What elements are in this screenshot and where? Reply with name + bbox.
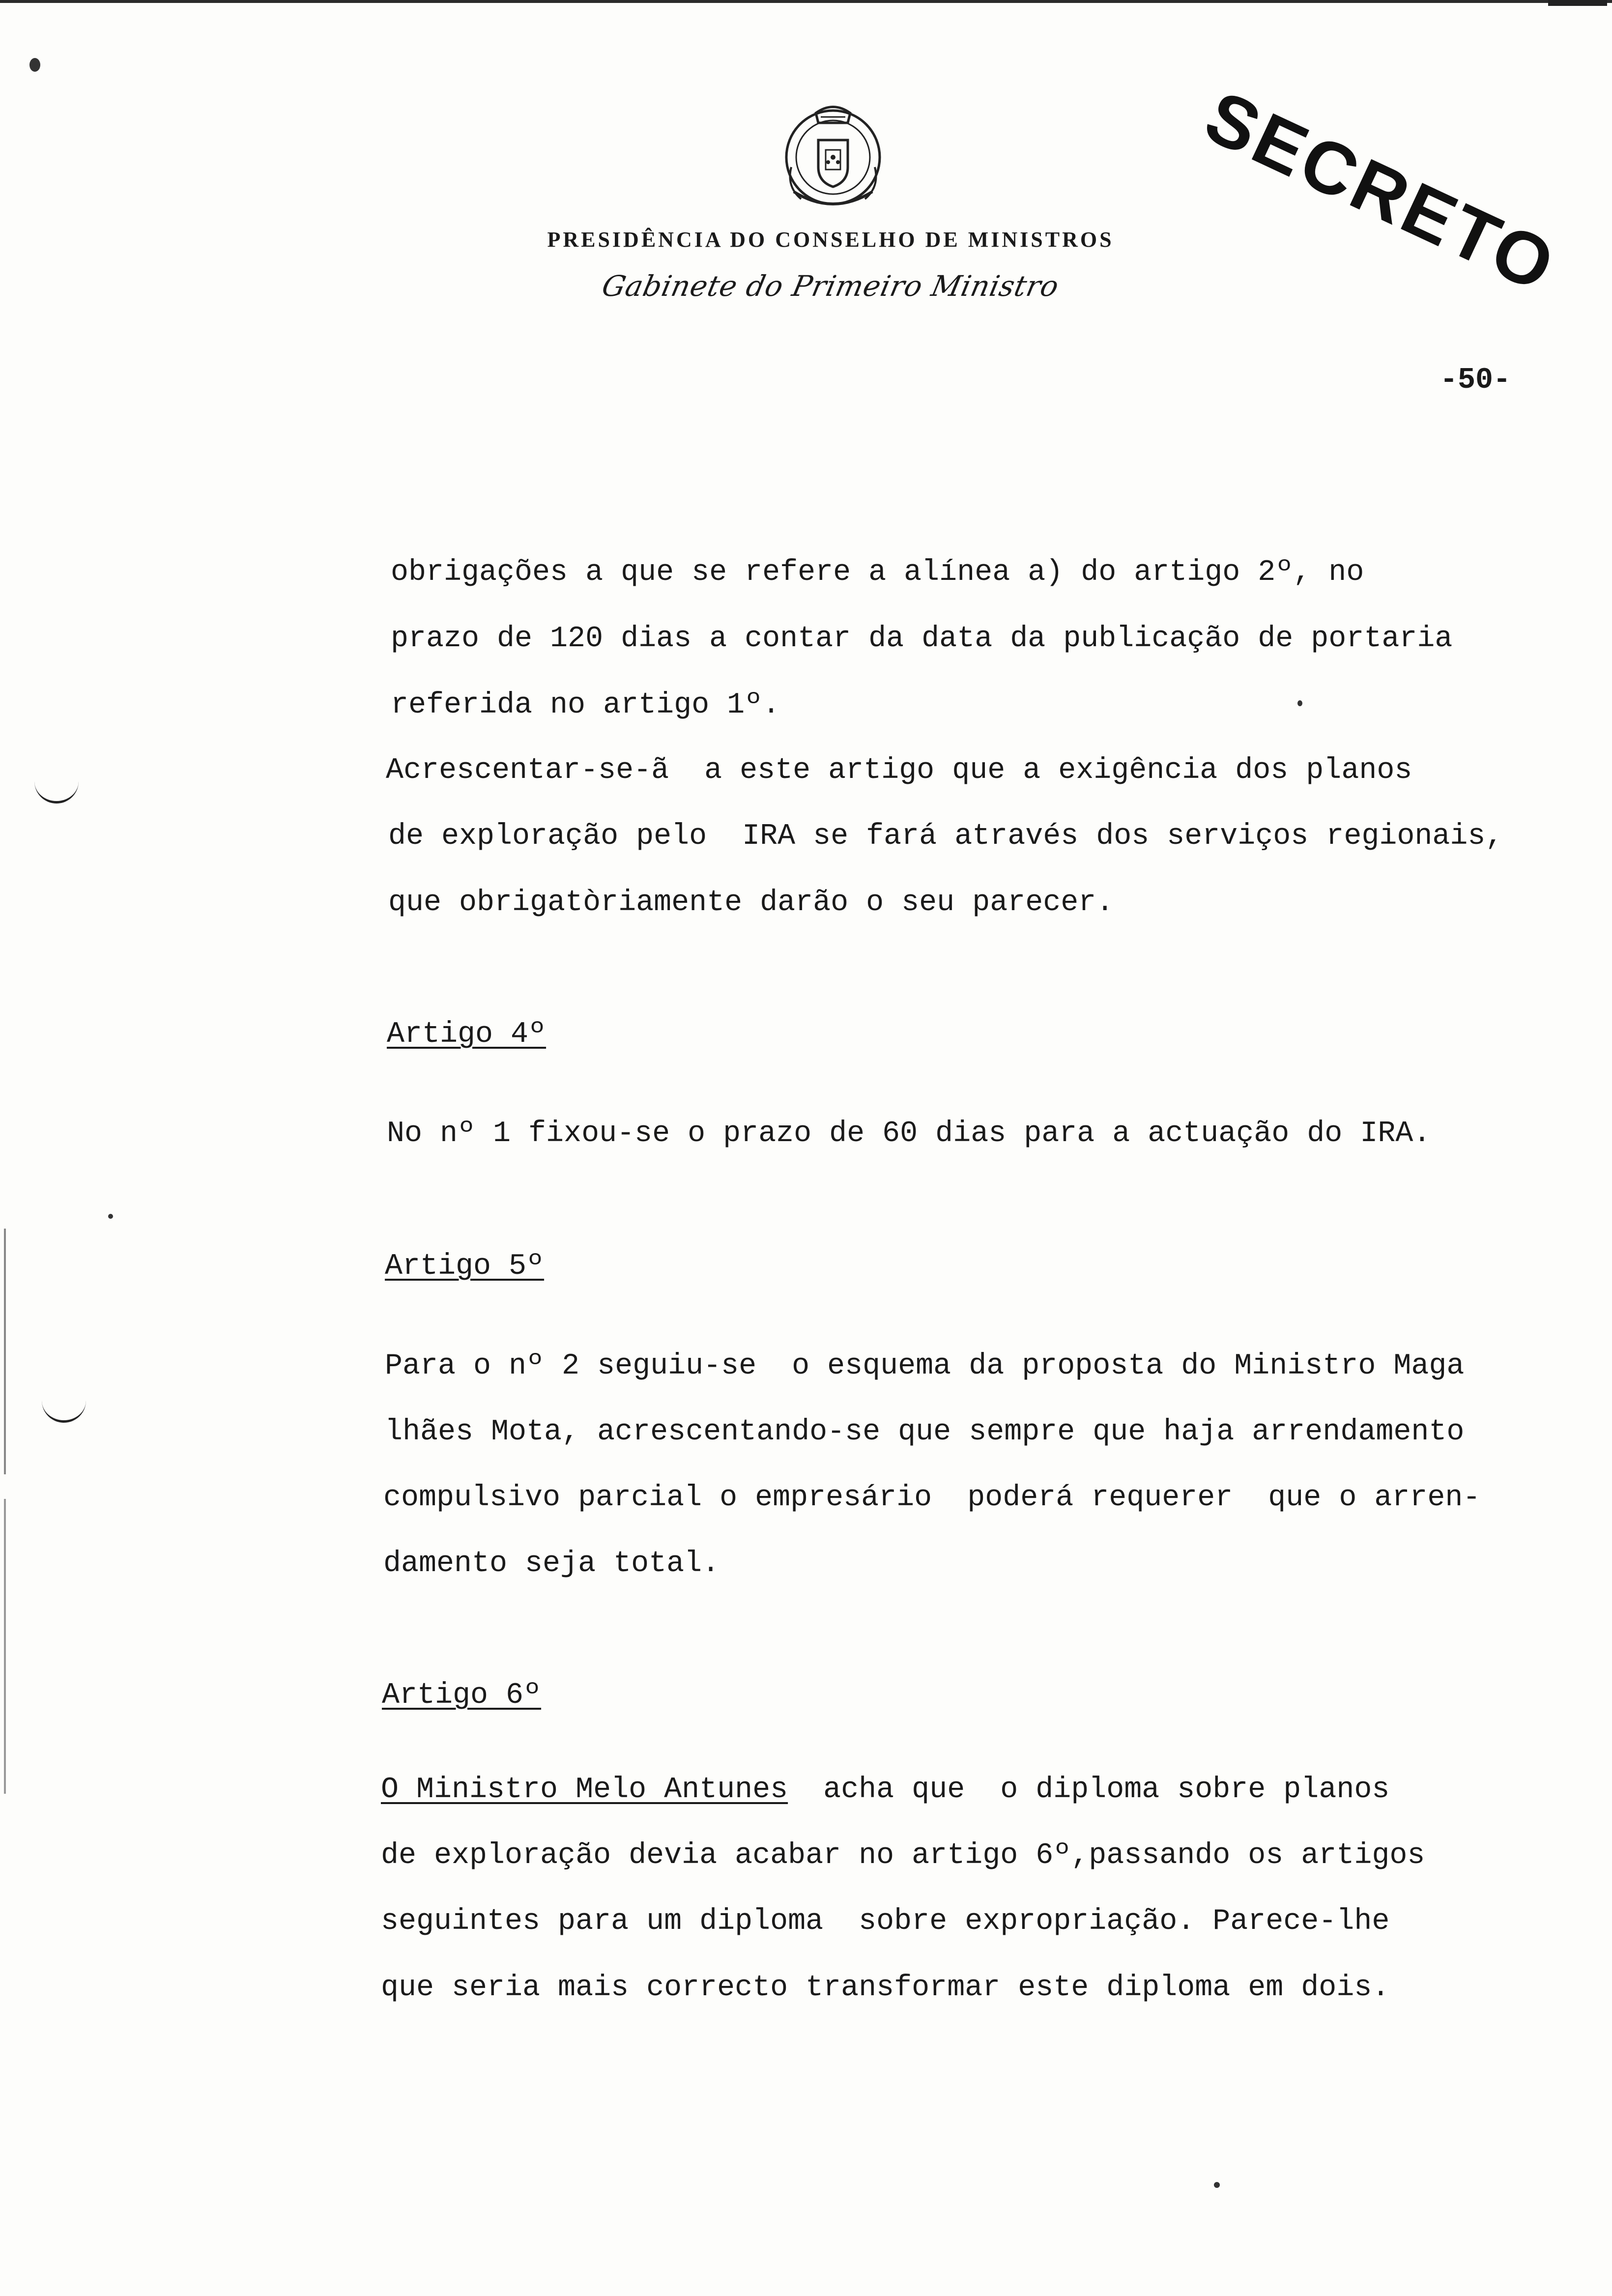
paragraph-line: prazo de 120 dias a contar da data da publicação de portaria bbox=[391, 622, 1453, 656]
article-5-heading: Artigo 5º bbox=[385, 1250, 545, 1283]
paragraph-line: damento seja total. bbox=[383, 1547, 720, 1580]
paragraph-line: Para o nº 2 seguiu-se o esquema da proposta do Ministro Maga bbox=[385, 1349, 1465, 1383]
scan-speck bbox=[29, 58, 40, 72]
paragraph-line: seguintes para um diploma sobre expropriação. Parece-lhe bbox=[381, 1905, 1390, 1938]
paragraph-line: compulsivo parcial o empresário poderá requerer que o arren- bbox=[383, 1481, 1481, 1515]
paragraph-line: No nº 1 fixou-se o prazo de 60 dias para a actuação do IRA. bbox=[387, 1117, 1431, 1150]
left-edge-mark bbox=[4, 1229, 6, 1474]
line-continuation: acha que o diploma sobre planos bbox=[788, 1773, 1390, 1807]
paragraph-line: referida no artigo 1º. bbox=[391, 689, 780, 722]
left-edge-mark bbox=[4, 1499, 6, 1794]
margin-mark bbox=[34, 767, 79, 804]
coat-of-arms-icon bbox=[772, 93, 894, 216]
paragraph-line: de exploração devia acabar no artigo 6º,passando os artigos bbox=[381, 1839, 1425, 1872]
corner-mark bbox=[1548, 0, 1607, 6]
article-4-heading: Artigo 4º bbox=[387, 1018, 547, 1051]
paragraph-line: Acrescentar-se-ã a este artigo que a exigência dos planos bbox=[386, 754, 1412, 787]
top-edge-rule bbox=[0, 0, 1612, 3]
paragraph-line: obrigações a que se refere a alínea a) do artigo 2º, no bbox=[391, 556, 1364, 589]
scan-speck bbox=[1214, 2182, 1220, 2188]
paragraph-line bbox=[381, 1775, 1389, 1805]
paragraph-line: que obrigatòriamente darão o seu parecer. bbox=[388, 886, 1114, 919]
page-number: -50- bbox=[1440, 364, 1511, 397]
secret-stamp: SECRETO bbox=[1193, 74, 1569, 309]
paragraph-line: de exploração pelo IRA se fará através dos serviços regionais, bbox=[388, 820, 1503, 853]
paragraph-line: que seria mais correcto transformar este diploma em dois. bbox=[381, 1971, 1390, 2005]
scan-speck bbox=[108, 1214, 113, 1219]
margin-mark bbox=[42, 1386, 86, 1423]
minister-name: O Ministro Melo Antunes bbox=[381, 1773, 788, 1807]
cabinet-subtitle: Gabinete do Primeiro Ministro bbox=[599, 269, 1063, 303]
paragraph-line: lhães Mota, acrescentando-se que sempre que haja arrendamento bbox=[385, 1415, 1465, 1449]
scan-speck bbox=[1297, 700, 1302, 706]
ministry-header-title: PRESIDÊNCIA DO CONSELHO DE MINISTROS bbox=[547, 228, 1114, 252]
article-6-heading: Artigo 6º bbox=[382, 1679, 542, 1712]
